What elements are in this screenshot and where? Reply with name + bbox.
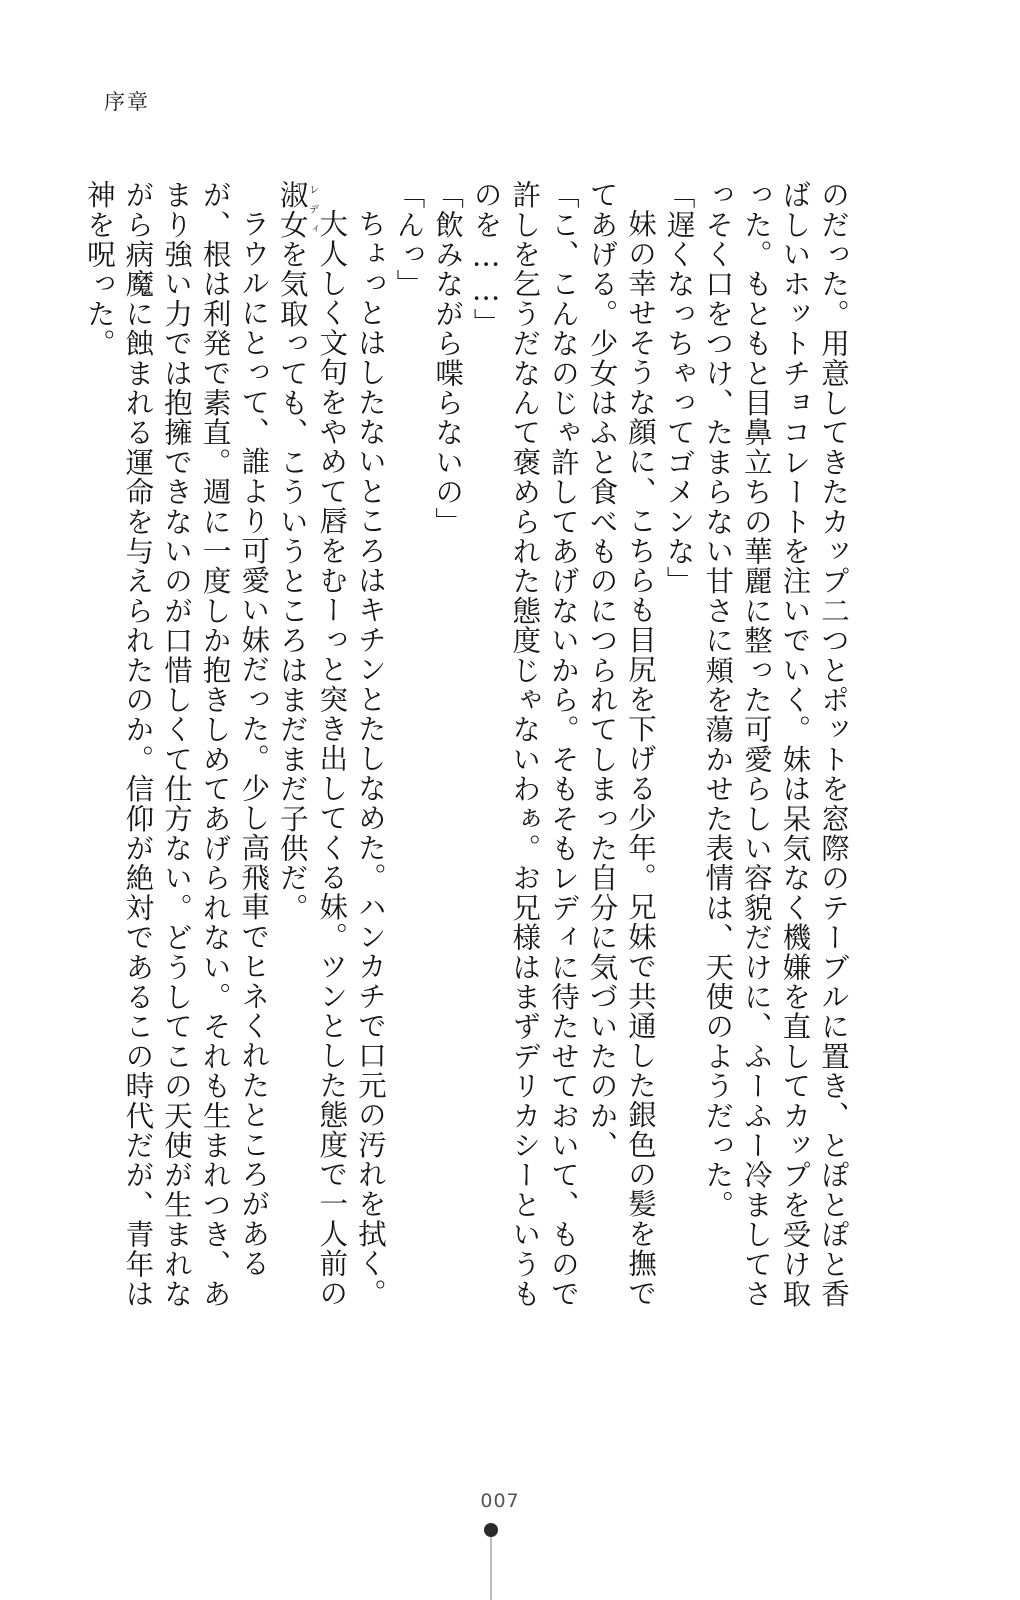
page-number: 007 (480, 1490, 520, 1512)
ruby-annotation (275, 180, 318, 240)
paragraph-with-ruby (272, 180, 350, 1310)
text-segment: を気取っても、こういうところはまだまだ子供だ。 (275, 239, 309, 923)
text-segment: 大人しく文句をやめて唇をむーっと突き出してくる妹。ツンとした態度で一人前の (315, 208, 349, 1308)
paragraph: 妹の幸せそうな顔に、こちらも目尻を下げる少年。兄妹で共通した銀色の髪を撫でてあげる。少女はふと食べものにつられてしまった自分に気づいたのか、 (585, 180, 658, 1308)
page-marker-dot (484, 1523, 498, 1537)
dialogue-line: 「んっ」 (392, 180, 426, 299)
body-text (82, 180, 852, 1310)
paragraph: のだった。用意してきたカップ二つとポットを窓際のテーブルに置き、とぽとぽと香ばしいホットチョコレートを注いでいく。妹は呆気なく機嫌を直してカップを受け取った。もともと目鼻立ちの華麗に整った可愛らしい容貌だけに、ふーふー冷ましてさっそく口をつけ、たまらない甘さに頬を蕩かせた表情は、天使のようだった。 (701, 180, 850, 1309)
dialogue-line: 「遅くなっちゃってゴメンな」 (662, 180, 696, 596)
ruby-reading: レディ (306, 180, 318, 240)
ruby-base: 淑女 (275, 180, 309, 240)
paragraph: ちょっとはしたないところはキチンとたしなめた。ハンカチで口元の汚れを拭く。 (353, 208, 387, 1308)
page-marker-line (490, 1537, 492, 1600)
chapter-title: 序章 (104, 90, 150, 114)
dialogue-line: 「こ、こんなのじゃ許してあげないから。そもそもレディに待たせておいて、もので許しを乞うだなんて褒められた態度じゃないわぁ。お兄様はまずデリカシーというものを……」 (469, 180, 580, 1309)
dialogue-line: 「飲みながら喋らないの」 (431, 180, 465, 537)
paragraph: ラウルにとって、誰より可愛い妹だった。少し高飛車でヒネくれたところがあるが、根は利発で素直。週に一度しか抱きしめてあげられない。それも生まれつき、あまり強い力では抱擁できないのが口惜しくて仕方ない。どうしてこの天使が生まれながら病魔に蝕まれる運命を与えられたのか。信仰が絶対であるこの時代だが、青年は神を呪った。 (82, 180, 271, 1309)
